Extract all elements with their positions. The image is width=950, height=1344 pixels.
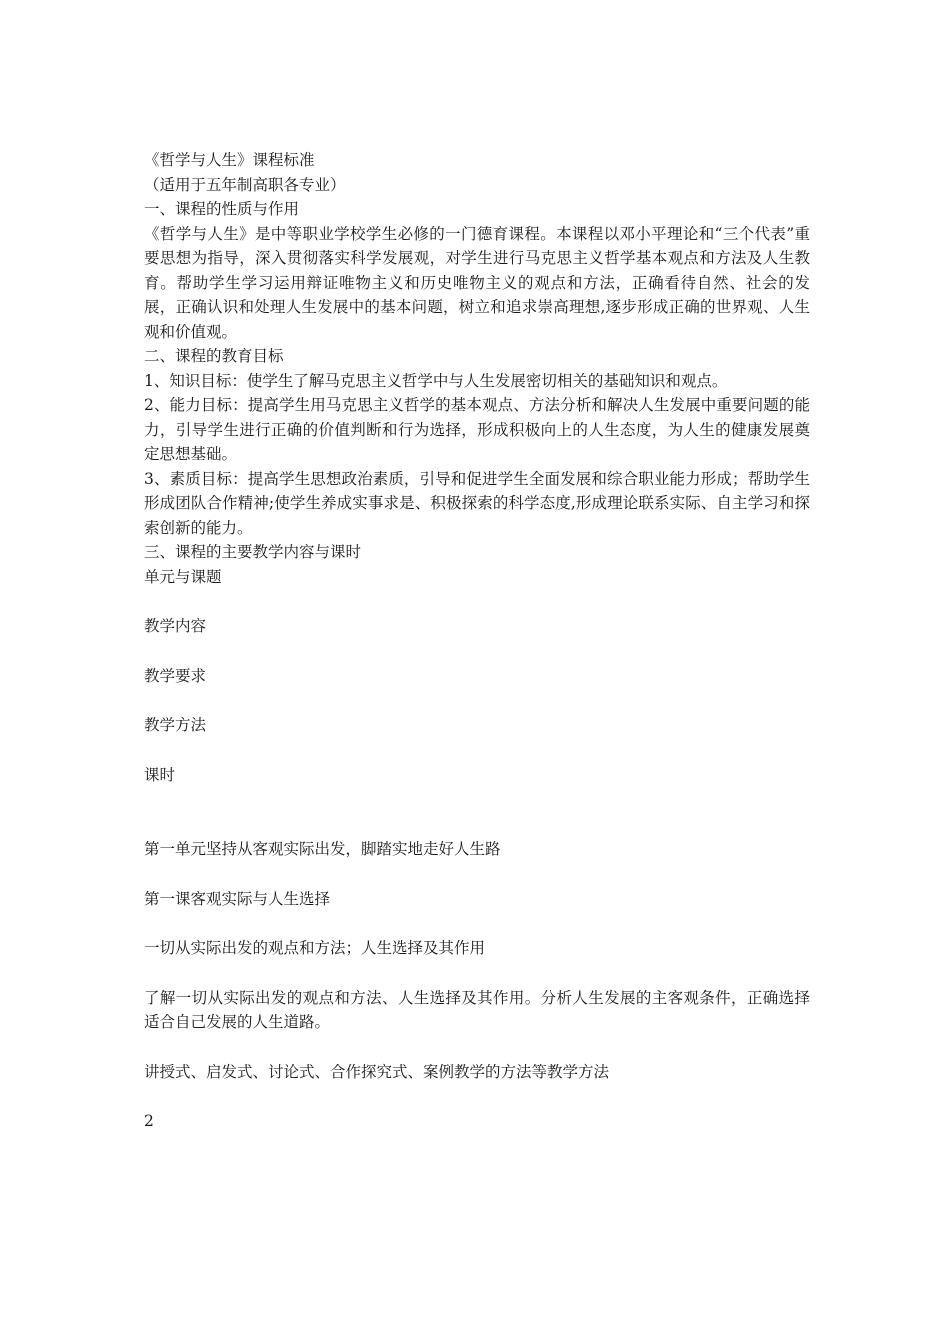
document-subtitle: （适用于五年制高职各专业） xyxy=(144,175,346,194)
row-requirement: 了解一切从实际出发的观点和方法、人生选择及其作用。分析人生发展的主客观条件，正确选择适合自己发展的人生道路。 xyxy=(144,988,810,1031)
row-unit: 第一单元坚持从客观实际出发，脚踏实地走好人生路 xyxy=(144,840,501,858)
table-header-content: 教学内容 xyxy=(144,617,207,635)
row-content: 一切从实际出发的观点和方法；人生选择及其作用 xyxy=(144,939,486,957)
section-3-heading: 三、课程的主要教学内容与课时 xyxy=(144,543,362,561)
section-2-heading: 二、课程的教育目标 xyxy=(144,347,284,365)
table-spacer xyxy=(144,812,810,837)
section-1-body: 《哲学与人生》是中等职业学校学生必修的一门德育课程。本课程以邓小平理论和“三个代表”重要思想为指导，深入贯彻落实科学发展观，对学生进行马克思主义哲学基本观点和方法及人生教育。帮助学生学习运用辩证唯物主义和历史唯物主义的观点和方法，正确看待自然、社会的发展，正确认识和处理人生发展中的基本问题，树立和追求崇高理想,逐步形成正确的世界观、人生观和价值观。 xyxy=(144,224,810,341)
goal-ability: 2、能力目标：提高学生用马克思主义哲学的基本观点、方法分析和解决人生发展中重要问题的能力，引导学生进行正确的价值判断和行为选择，形成积极向上的人生态度，为人生的健康发展奠定思想基础。 xyxy=(144,396,810,463)
document-body xyxy=(144,148,810,1159)
goal-quality: 3、素质目标：提高学生思想政治素质，引导和促进学生全面发展和综合职业能力形成；帮助学生形成团队合作精神;使学生养成实事求是、积极探索的科学态度,形成理论联系实际、自主学习和探索创新的能力。 xyxy=(144,469,810,537)
table-header-hours: 课时 xyxy=(144,765,176,784)
document-title: 《哲学与人生》课程标准 xyxy=(144,151,315,169)
table-header-unit: 单元与课题 xyxy=(144,567,222,586)
row-method: 讲授式、启发式、讨论式、合作探究式、案例教学的方法等教学方法 xyxy=(144,1062,610,1081)
row-lesson: 第一课客观实际与人生选择 xyxy=(144,889,331,908)
table-header-method: 教学方法 xyxy=(144,716,207,734)
goal-knowledge: 1、知识目标：使学生了解马克思主义哲学中与人生发展密切相关的基础知识和观点。 xyxy=(144,371,728,390)
section-1-heading: 一、课程的性质与作用 xyxy=(144,200,300,218)
table-header-requirement: 教学要求 xyxy=(144,666,207,685)
row-hours: 2 xyxy=(144,1112,154,1130)
